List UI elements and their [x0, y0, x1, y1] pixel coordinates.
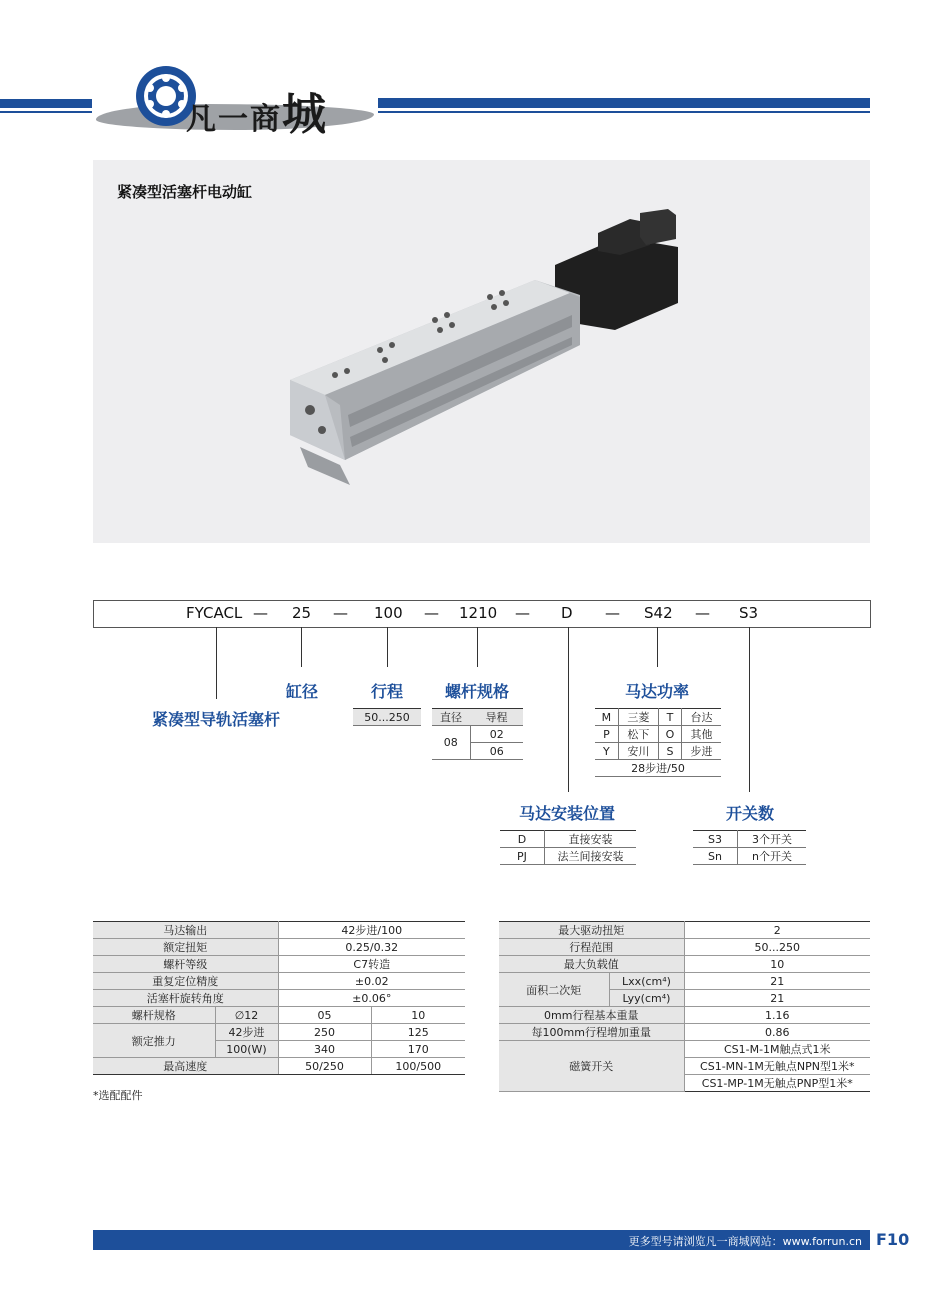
spec-label: 重复定位精度 [93, 973, 278, 990]
code-dash: — [515, 604, 530, 622]
switch-desc: 3个开关 [738, 831, 807, 848]
motor-code: M [595, 709, 618, 726]
motor-brand: 安川 [618, 743, 658, 760]
motor-brand: 三菱 [618, 709, 658, 726]
switch-code: S3 [693, 831, 738, 848]
spec-label: 每100mm行程增加重量 [499, 1024, 684, 1041]
spec-label: 磁簧开关 [499, 1041, 684, 1092]
mount-table [500, 830, 636, 865]
spec-value: 21 [684, 990, 870, 1007]
spec-value: 170 [371, 1041, 465, 1058]
header-line-right [378, 111, 870, 113]
spec-table-right [499, 921, 870, 1092]
switch-code: Sn [693, 848, 738, 865]
label-motor-power: 马达功率 [625, 682, 690, 701]
spec-label: 行程范围 [499, 939, 684, 956]
screw-lead: 06 [470, 743, 523, 760]
switch-desc: n个开关 [738, 848, 807, 865]
spec-value: 21 [684, 973, 870, 990]
spec-value: 0.86 [684, 1024, 870, 1041]
spec-sub-label: 42步进 [215, 1024, 278, 1041]
motor-code: T [659, 709, 682, 726]
motor-code: S [659, 743, 682, 760]
label-bore: 缸径 [286, 682, 319, 701]
screw-diameter: 08 [432, 726, 470, 760]
screw-header-diameter: 直径 [432, 709, 470, 726]
motor-code: O [659, 726, 682, 743]
brand-name-big: 城 [282, 89, 328, 140]
spec-value: CS1-MN-1M无触点NPN型1米* [684, 1058, 870, 1075]
switch-table [693, 830, 806, 865]
spec-value: C7转造 [278, 956, 465, 973]
spec-value: 42步进/100 [278, 922, 465, 939]
label-switch-count: 开关数 [726, 804, 775, 823]
spec-value: 0.25/0.32 [278, 939, 465, 956]
spec-value: 50/250 [278, 1058, 371, 1075]
hero-title: 紧凑型活塞杆电动缸 [117, 183, 253, 201]
spec-value: ±0.02 [278, 973, 465, 990]
spec-label: 螺杆等级 [93, 956, 278, 973]
spec-label: 最高速度 [93, 1058, 278, 1075]
spec-sub-label: Lyy(cm⁴) [609, 990, 684, 1007]
spec-label: 马达输出 [93, 922, 278, 939]
mount-desc: 法兰间接安装 [545, 848, 637, 865]
mount-code: D [500, 831, 545, 848]
spec-label: 0mm行程基本重量 [499, 1007, 684, 1024]
code-dash: — [253, 604, 268, 622]
label-screw: 螺杆规格 [445, 682, 510, 701]
spec-label: 额定推力 [93, 1024, 215, 1058]
code-dash: — [424, 604, 439, 622]
motor-code: P [595, 726, 618, 743]
spec-label: 螺杆规格 [93, 1007, 215, 1024]
page-number: F10 [876, 1230, 910, 1249]
code-dash: — [605, 604, 620, 622]
leader-line-motor [657, 627, 658, 667]
mount-desc: 直接安装 [545, 831, 637, 848]
leader-line-mount [568, 627, 569, 792]
spec-sub-label: Lxx(cm⁴) [609, 973, 684, 990]
leader-line-series [216, 627, 217, 699]
spec-sub-label: ∅12 [215, 1007, 278, 1024]
spec-label: 面积二次矩 [499, 973, 609, 1007]
spec-value: CS1-M-1M触点式1米 [684, 1041, 870, 1058]
screw-header-lead: 导程 [470, 709, 523, 726]
brand-name: 凡一商城 [186, 89, 328, 140]
screw-lead: 02 [470, 726, 523, 743]
code-mount: D [561, 604, 573, 622]
mount-code: PJ [500, 848, 545, 865]
spec-value: 2 [684, 922, 870, 939]
motor-brand: 其他 [681, 726, 721, 743]
motor-brand: 步进 [681, 743, 721, 760]
spec-label: 额定扭矩 [93, 939, 278, 956]
spec-value: 250 [278, 1024, 371, 1041]
spec-value: ±0.06° [278, 990, 465, 1007]
spec-value: 05 [278, 1007, 371, 1024]
spec-table-left [93, 921, 465, 1075]
leader-line-switch [749, 627, 750, 792]
spec-value: 100/500 [371, 1058, 465, 1075]
electric-cylinder-illustration [280, 205, 690, 495]
leader-line-bore [301, 627, 302, 667]
header-bar-right [378, 98, 870, 108]
spec-value: 50...250 [684, 939, 870, 956]
spec-value: CS1-MP-1M无触点PNP型1米* [684, 1075, 870, 1092]
code-dash: — [695, 604, 710, 622]
code-stroke: 100 [374, 604, 403, 622]
spec-value: 1.16 [684, 1007, 870, 1024]
leader-line-screw [477, 627, 478, 667]
leader-line-stroke [387, 627, 388, 667]
footnote: *选配配件 [93, 1089, 143, 1102]
label-stroke: 行程 [371, 682, 404, 701]
header-bar-left [0, 99, 92, 108]
spec-value: 125 [371, 1024, 465, 1041]
spec-sub-label: 100(W) [215, 1041, 278, 1058]
spec-label: 最大负载值 [499, 956, 684, 973]
code-series: FYCACL [186, 604, 243, 622]
screw-table [432, 708, 523, 760]
stroke-value: 50...250 [353, 709, 421, 726]
header-line-left [0, 111, 92, 113]
motor-brand: 台达 [681, 709, 721, 726]
stroke-table [353, 708, 421, 726]
footer-website[interactable]: 更多型号请浏览凡一商城网站：www.forrun.cn [628, 1235, 862, 1248]
code-screw: 1210 [459, 604, 498, 622]
code-switch: S3 [739, 604, 759, 622]
label-type-name: 紧凑型导轨活塞杆 [152, 710, 281, 729]
code-bore: 25 [292, 604, 312, 622]
motor-brand: 松下 [618, 726, 658, 743]
spec-value: 340 [278, 1041, 371, 1058]
motor-code: Y [595, 743, 618, 760]
spec-label: 活塞杆旋转角度 [93, 990, 278, 1007]
spec-value: 10 [371, 1007, 465, 1024]
motor-footer: 28步进/50 [595, 760, 721, 777]
label-mount: 马达安装位置 [519, 804, 616, 823]
spec-label: 最大驱动扭矩 [499, 922, 684, 939]
spec-value: 10 [684, 956, 870, 973]
code-motor: S42 [644, 604, 673, 622]
motor-power-table [595, 708, 721, 777]
code-dash: — [333, 604, 348, 622]
